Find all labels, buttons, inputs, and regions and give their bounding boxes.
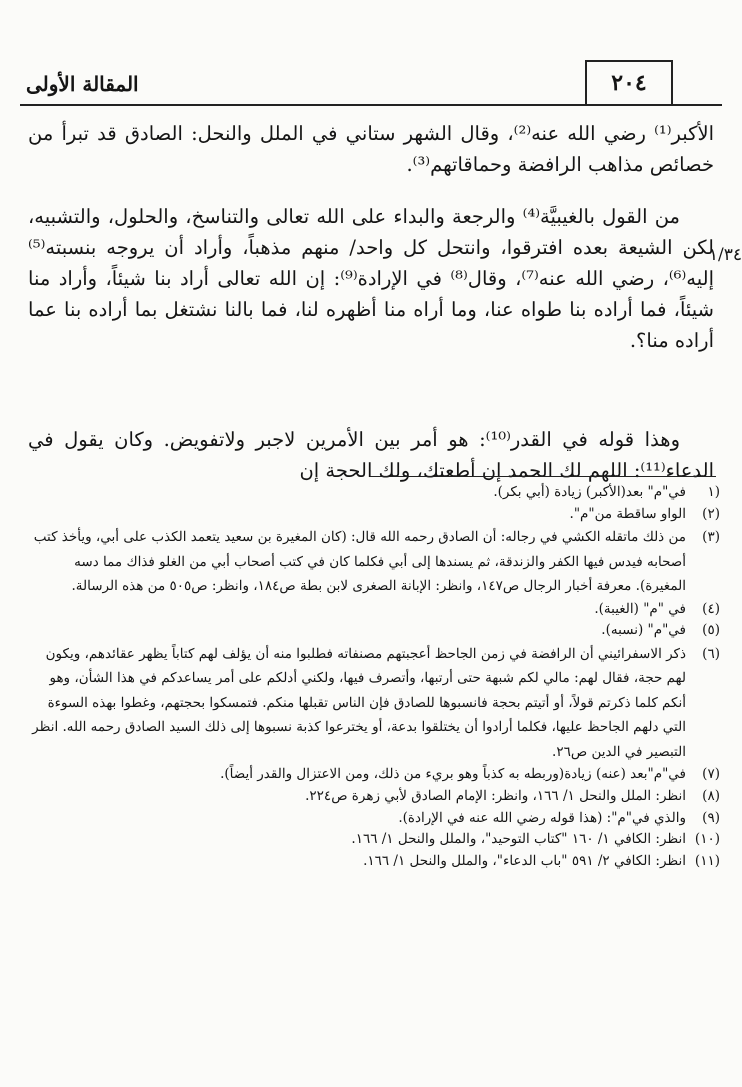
footnote-text: في"م" (نسبه). xyxy=(601,622,686,639)
footnote-number: (١١) xyxy=(694,852,720,869)
footnote-number: (٨) xyxy=(702,787,720,804)
footnote-1 xyxy=(26,482,720,504)
footnote-3 xyxy=(26,525,720,599)
footnote-text: الواو ساقطة من"م". xyxy=(569,505,686,522)
footnote-9 xyxy=(26,808,720,830)
footnote-number: (٥) xyxy=(702,622,720,639)
footnote-number: (٦) xyxy=(702,645,720,662)
footnotes xyxy=(26,482,720,872)
footnote-number: (١٠) xyxy=(694,831,720,848)
footnote-8 xyxy=(26,786,720,808)
footnote-text: انظر: الكافي ٢/ ٥٩١ "باب الدعاء"، والملل والنحل ١/ ١٦٦. xyxy=(363,852,686,869)
footnote-11 xyxy=(26,851,720,873)
footnote-text: من ذلك ماتقله الكشي في رجاله: أن الصادق رحمه الله قال: (كان المغيرة بن سعيد يتعمد الكذب على أبي، ويأخذ كتب أصحابه فيدس فيها الكفر والزندقة، ثم يسندها إلى أبي فكلما كان في كتب أصحاب أبي من الغلو فذاك مما دسه المغيرة). معرفة أخبار الرجال ص١٤٧، وانظر: الإبانة الصغرى لابن بطة ص١٨٤، وانظر: ص٥٠٥ من هذه الرسالة. xyxy=(33,529,686,595)
footnote-text: في "م" (الغيبة). xyxy=(594,600,686,617)
margin-note: ١/٣٤ xyxy=(708,245,742,265)
footnote-number: (٩) xyxy=(702,809,720,826)
paragraph-3-text: وهذا قوله في القدر⁽¹⁰⁾: هو أمر بين الأمرين لاجبر ولاتفويض. وكان يقول في الدعاء⁽¹¹⁾: اللهم لك الحمد إن أطعتك، ولك الحجة إن xyxy=(28,428,714,482)
footnote-number: (٢) xyxy=(702,505,720,522)
footnote-2 xyxy=(26,504,720,526)
paragraph-2 xyxy=(28,201,714,356)
footnote-text: في"م"بعد (عنه) زيادة(وربطه به كذباً وهو بريء من ذلك، ومن الاعتزال والقدر أيضاً). xyxy=(220,766,686,783)
running-title: المقالة الأولى xyxy=(26,72,139,96)
paragraph-1 xyxy=(28,118,714,180)
footnote-number: (٣) xyxy=(702,529,720,546)
paragraph-1-text: الأكبر⁽¹⁾ رضي الله عنه⁽²⁾، وقال الشهر ستاني في الملل والنحل: الصادق قد تبرأ من خصائص مذاهب الرافضة وحماقاتهم⁽³⁾. xyxy=(28,122,715,176)
footnote-6 xyxy=(26,642,720,765)
footnote-4 xyxy=(26,599,720,621)
page-number: ٢٠٤ xyxy=(585,60,673,104)
footnote-number: (٤) xyxy=(702,600,720,617)
footnote-text: والذي في"م": (هذا قوله رضي الله عنه في الإرادة). xyxy=(398,809,686,826)
footnote-number: (٧) xyxy=(702,766,720,783)
footnote-5 xyxy=(26,620,720,642)
header-rule xyxy=(20,104,722,106)
footnote-text: انظر: الكافي ١/ ١٦٠ "كتاب التوحيد"، والملل والنحل ١/ ١٦٦. xyxy=(351,831,686,848)
footnote-separator xyxy=(370,476,716,477)
footnote-7 xyxy=(26,764,720,786)
page-header xyxy=(20,58,722,108)
paragraph-2-text: من القول بالغيبيَّة⁽⁴⁾ والرجعة والبداء على الله تعالى والتناسخ، والحلول، والتشبيه، لكن الشيعة بعده افترقوا، وانتحل كل واحد/ منهم مذهباً، وأراد أن يروجه بنسبته⁽⁵⁾ إليه⁽⁶⁾، رضي الله عنه⁽⁷⁾، وقال⁽⁸⁾ في الإرادة⁽⁹⁾: إن الله تعالى أراد بنا شيئاً، وأراد منا شيئاً، فما أراده بنا طواه عنا، وما أراه منا أظهره لنا، فما بالنا نشتغل بما أراده بنا عما أراده منا؟. xyxy=(28,205,714,352)
footnote-text: ذكر الاسفرائيني أن الرافضة في زمن الجاحظ أعجبتهم مصنفاته فطلبوا منه أن يؤلف لهم كتاباً يظهر عقائدهم، ويكون لهم حجة، فقال لهم: مالي لكم شبهة حتى أرتبها، وأتصرف فيها، ولكني أدلكم على أمر يساعدكم في هذا الشأن، وهو أنكم كلما ذكرتم قولاً، أو أتيتم بحجة فانسبوها للصادق فإن الناس تقبلها منكم. فتمسكوا بحجتهم، وغطوا بهذه السوءة التي دلهم الجاحظ عليها، فكلما أرادوا أن يختلقوا بدعة، أو يخترعوا كذبة نسبوها إلى ذلك السيد الصادق رحمه الله. انظر التبصير في الدين ص٢٦. xyxy=(32,645,686,760)
footnote-number: (١ xyxy=(707,484,720,500)
footnote-text: انظر: الملل والنحل ١/ ١٦٦، وانظر: الإمام الصادق لأبي زهرة ص٢٢٤. xyxy=(305,787,686,804)
footnote-10 xyxy=(26,829,720,851)
footnote-text: في"م" بعد(الأكبر) زيادة (أبي بكر). xyxy=(493,484,686,500)
